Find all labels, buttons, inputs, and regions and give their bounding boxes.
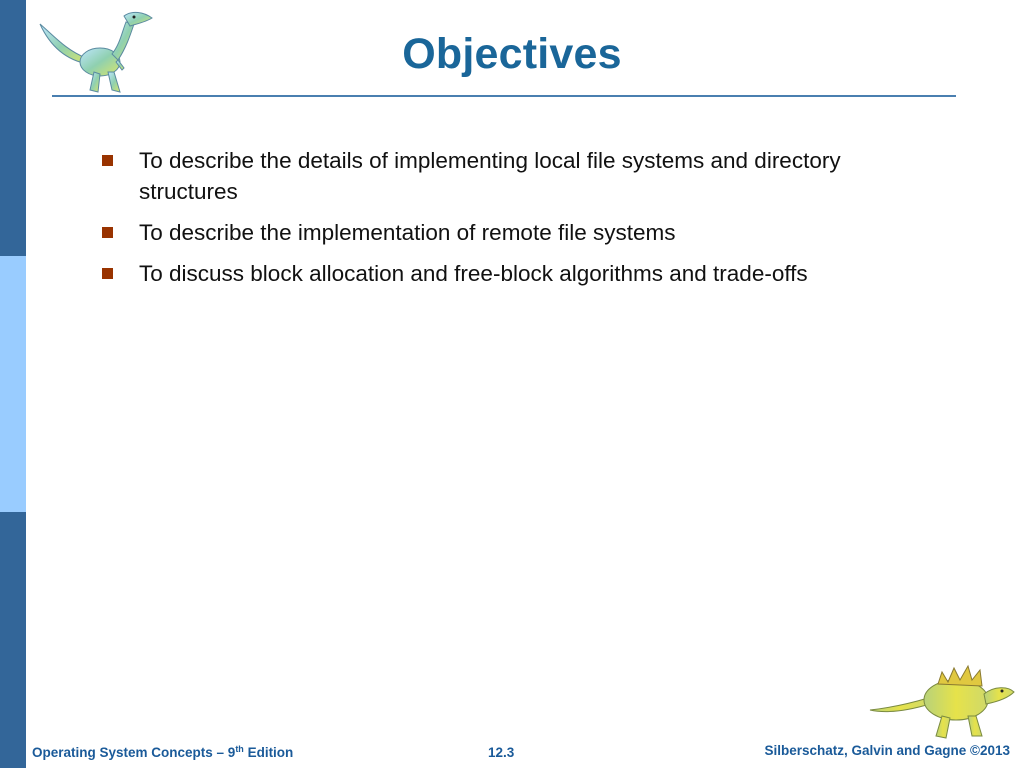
page-number: 12.3 <box>488 745 515 760</box>
list-item-text: To describe the implementation of remote file systems <box>139 220 676 245</box>
book-title <box>32 745 293 760</box>
title-divider <box>52 95 956 97</box>
dinosaur-icon <box>868 658 1018 740</box>
list-item <box>100 258 880 289</box>
square-bullet-icon <box>102 155 113 166</box>
left-accent-bar-highlight <box>0 256 26 512</box>
list-item-text: To discuss block allocation and free-block algorithms and trade-offs <box>139 261 808 286</box>
book-title-prefix: Operating System Concepts – 9 <box>32 745 236 760</box>
list-item <box>100 145 880 207</box>
book-title-sup: th <box>235 744 244 754</box>
slide-title: Objectives <box>402 30 622 78</box>
list-item <box>100 217 880 248</box>
book-title-suffix: Edition <box>243 745 294 760</box>
square-bullet-icon <box>102 227 113 238</box>
copyright-notice: Silberschatz, Galvin and Gagne ©2013 <box>764 743 1010 758</box>
objectives-list <box>100 145 880 299</box>
list-item-text: To describe the details of implementing local file systems and directory structures <box>139 148 841 204</box>
square-bullet-icon <box>102 268 113 279</box>
